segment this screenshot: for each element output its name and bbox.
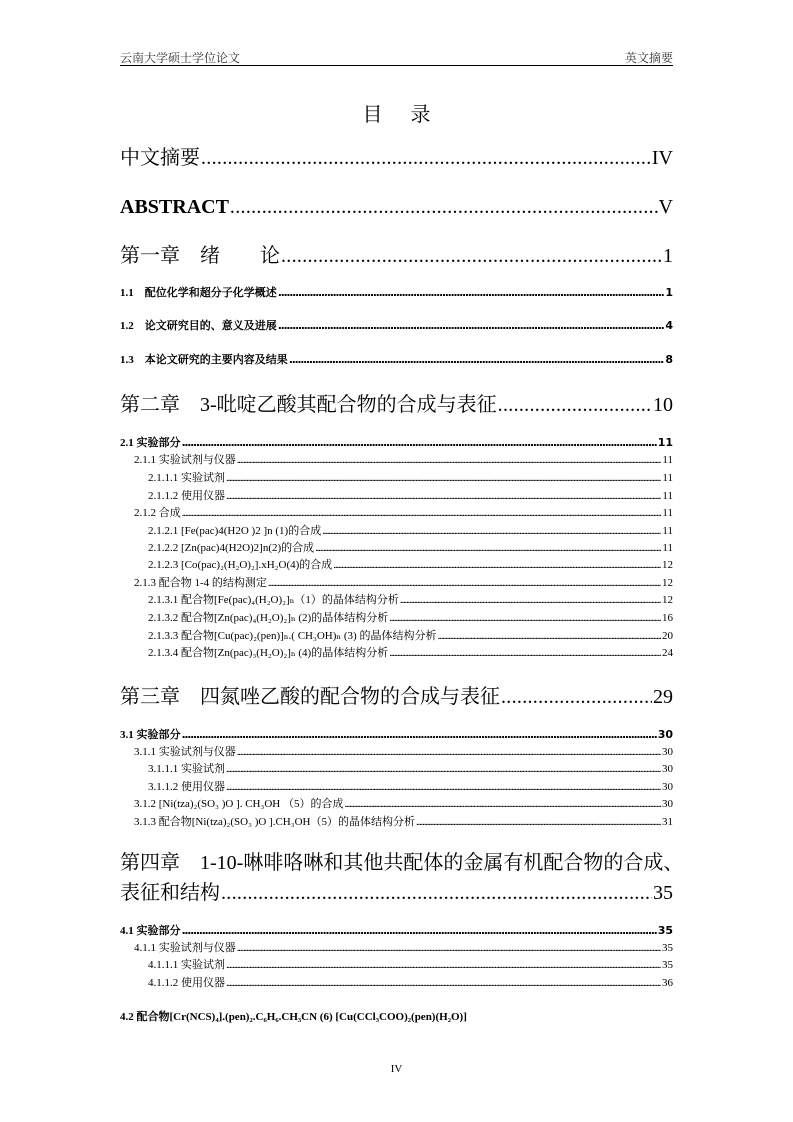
toc-page: 24 <box>662 647 673 659</box>
toc-title: 2.1.2.1 [Fe(pac)4(H2O )2 ]n (1)的合成 <box>148 525 322 537</box>
toc-title: 第一章 绪 论 <box>120 245 280 267</box>
dot-leader <box>400 594 661 607</box>
title-char-2: 录 <box>410 104 431 126</box>
toc-title: 2.1.3.2 配合物[Zn(pac)₄(H₂O)₂]ₙ (2)的晶体结构分析 <box>148 612 389 624</box>
toc-page: 12 <box>662 594 673 606</box>
toc-entry-4-1-1-2[interactable] <box>148 977 673 990</box>
toc-title: 3.1 实验部分 <box>120 729 181 741</box>
toc-page: 36 <box>662 977 673 989</box>
toc-title: 2.1.2 合成 <box>134 507 181 519</box>
toc-title: 4.1.1.1 实验试剂 <box>148 959 225 971</box>
toc-entry-chapter-2[interactable] <box>120 394 673 416</box>
toc-title: 4.1.1.2 使用仪器 <box>148 977 225 989</box>
toc-page: 1 <box>665 286 673 299</box>
toc-page: IV <box>651 147 673 169</box>
dot-leader <box>501 686 652 708</box>
toc-title: 2.1.2.3 [Co(pac)₂(H₂O)₂].xH₂O(4)的合成 <box>148 559 333 571</box>
toc-entry-abstract-cn[interactable] <box>120 147 673 169</box>
toc-title: 2.1.1 实验试剂与仪器 <box>134 454 236 466</box>
dot-leader <box>389 647 661 660</box>
toc-page: 10 <box>653 394 673 416</box>
running-header <box>120 47 673 66</box>
toc-entry-abstract-en[interactable] <box>120 196 673 218</box>
toc-entry-3-1[interactable] <box>120 729 673 741</box>
toc-page: 35 <box>662 959 673 971</box>
toc-title: 2.1.1.1 实验试剂 <box>148 472 225 484</box>
toc-page: 11 <box>662 454 673 466</box>
toc-page: 30 <box>657 728 673 741</box>
toc-title-line1: 第四章 1-10-啉啡咯啉和其他共配体的金属有机配合物的合成、 <box>120 852 684 874</box>
dot-leader <box>322 525 661 538</box>
dot-leader <box>201 147 651 169</box>
toc-page: 11 <box>662 542 673 554</box>
toc-entry-3-1-1[interactable] <box>134 746 673 759</box>
toc-entry-2-1-3-3[interactable] <box>148 630 673 643</box>
toc-page: 11 <box>657 436 673 449</box>
dot-leader <box>226 781 661 794</box>
toc-title: 2.1.3.1 配合物[Fe(pac)₄(H₂O)₂]ₙ（1）的晶体结构分析 <box>148 594 399 606</box>
toc-title-line2 <box>120 882 673 904</box>
toc-page: 8 <box>665 353 673 366</box>
toc-page: 11 <box>662 525 673 537</box>
dot-leader <box>237 746 661 759</box>
dot-leader <box>268 577 661 590</box>
toc-entry-2-1-3-2[interactable] <box>148 612 673 625</box>
dot-leader <box>226 959 661 972</box>
toc-entry-chapter-3[interactable] <box>120 686 673 708</box>
dot-leader <box>437 630 661 643</box>
toc-page: 12 <box>662 559 673 571</box>
toc-entry-3-1-1-2[interactable] <box>148 781 673 794</box>
toc-entry-3-1-1-1[interactable] <box>148 763 673 776</box>
toc-page: 11 <box>662 472 673 484</box>
toc-title: 中文摘要 <box>120 147 200 169</box>
dot-leader <box>226 472 661 485</box>
toc-title: 第二章 3-吡啶乙酸其配合物的合成与表征 <box>120 394 497 416</box>
toc-page: 11 <box>662 507 673 519</box>
toc-title: 1.3 本论文研究的主要内容及结果 <box>120 354 288 366</box>
toc-entry-2-1-1-1[interactable] <box>148 472 673 485</box>
toc-title: 4.2 配合物[Cr(NCS)₄].(pen)₂.C₆H₆.CH₃CN (6) [Cu(CCl₃COO)₂(pen)(H₂O)] <box>120 1011 467 1023</box>
toc-title: ABSTRACT <box>120 196 229 218</box>
dot-leader <box>182 437 657 449</box>
toc-page: 35 <box>662 942 673 954</box>
dot-leader <box>182 729 657 741</box>
dot-leader <box>237 454 662 467</box>
toc-title: 2.1.3.4 配合物[Zn(pac)₃(H₂O)₂]ₙ (4)的晶体结构分析 <box>148 647 389 659</box>
toc-entry-2-1-1-2[interactable] <box>148 490 673 503</box>
toc-entry-4-2[interactable] <box>120 1011 673 1023</box>
dot-leader <box>389 612 661 625</box>
header-right: 英文摘要 <box>624 51 673 65</box>
toc-title: 3.1.2 [Ni(tza)₂(SO₃ )O ]. CH₃OH （5）的合成 <box>134 798 344 810</box>
dot-leader <box>221 882 652 904</box>
toc-title: 2.1.3 配合物 1-4 的结构测定 <box>134 577 267 589</box>
toc-page: 35 <box>653 882 673 904</box>
dot-leader <box>226 490 661 503</box>
toc-entry-2-1-2-1[interactable] <box>148 525 673 538</box>
toc-entry-3-1-3[interactable] <box>134 816 673 829</box>
toc-page: 12 <box>662 577 673 589</box>
toc-page: 20 <box>662 630 673 642</box>
dot-leader <box>315 542 661 555</box>
toc-title: 2.1.1.2 使用仪器 <box>148 490 225 502</box>
toc-page: 31 <box>662 816 673 828</box>
toc-title: 3.1.1.2 使用仪器 <box>148 781 225 793</box>
toc-entry-1-1[interactable] <box>120 287 673 299</box>
toc-entry-1-2[interactable] <box>120 320 673 332</box>
toc-entry-2-1-3-1[interactable] <box>148 594 673 607</box>
toc-page: 11 <box>662 490 673 502</box>
toc-title: 3.1.1.1 实验试剂 <box>148 763 225 775</box>
toc-page: 30 <box>662 746 673 758</box>
toc-title: 3.1.3 配合物[Ni(tza)₂(SO₃ )O ].CH₃OH（5）的晶体结构分析 <box>134 816 415 828</box>
toc-title: 2.1.2.2 [Zn(pac)4(H2O)2]n(2)的合成 <box>148 542 315 554</box>
page-number: IV <box>390 1063 403 1075</box>
toc-page: 30 <box>662 763 673 775</box>
dot-leader <box>416 816 661 829</box>
dot-leader <box>226 977 661 990</box>
toc-page: 30 <box>662 798 673 810</box>
dot-leader <box>344 798 661 811</box>
toc-entry-4-1-1-1[interactable] <box>148 959 673 972</box>
toc-title: 1.2 论文研究目的、意义及进展 <box>120 320 277 332</box>
toc-title: 2.1.3.3 配合物[Cu(pac)₂(pen)]ₙ.( CH₃OH)ₙ (3) 的晶体结构分析 <box>148 630 437 642</box>
title-char-1: 目 <box>362 104 383 126</box>
toc-entry-2-1-3-4[interactable] <box>148 647 673 660</box>
toc-entry-4-1[interactable] <box>120 925 673 937</box>
toc-entry-2-1-2[interactable] <box>134 507 673 520</box>
toc-entry-3-1-2[interactable] <box>134 798 673 811</box>
toc-entry-4-1-1[interactable] <box>134 942 673 955</box>
toc-entry-2-1-3[interactable] <box>134 577 673 590</box>
dot-leader <box>278 287 665 299</box>
toc-entry-2-1-1[interactable] <box>134 454 673 467</box>
toc-title: 3.1.1 实验试剂与仪器 <box>134 746 236 758</box>
toc-page: 29 <box>653 686 673 708</box>
toc-page: 16 <box>662 612 673 624</box>
header-left: 云南大学硕士学位论文 <box>120 51 241 65</box>
toc-entry-2-1[interactable] <box>120 437 673 449</box>
dot-leader <box>289 354 665 366</box>
toc-entry-2-1-2-2[interactable] <box>148 542 673 555</box>
toc-entry-chapter-1[interactable] <box>120 245 673 267</box>
toc-page: 1 <box>663 245 673 267</box>
page-title <box>0 98 793 127</box>
toc-title: 4.1 实验部分 <box>120 925 181 937</box>
toc-entry-chapter-4[interactable] <box>120 852 684 904</box>
dot-leader <box>182 925 657 937</box>
dot-leader <box>182 507 662 520</box>
toc-title: 2.1 实验部分 <box>120 437 181 449</box>
toc-page: 35 <box>657 924 673 937</box>
toc-title: 1.1 配位化学和超分子化学概述 <box>120 287 277 299</box>
dot-leader <box>498 394 652 416</box>
dot-leader <box>230 196 658 218</box>
toc-page: 30 <box>662 781 673 793</box>
toc-entry-1-3[interactable] <box>120 354 673 366</box>
dot-leader <box>237 942 661 955</box>
dot-leader <box>281 245 662 267</box>
dot-leader <box>278 320 665 332</box>
toc-page: V <box>658 196 673 218</box>
toc-title: 第三章 四氮唑乙酸的配合物的合成与表征 <box>120 686 500 708</box>
dot-leader <box>226 763 661 776</box>
toc-title: 表征和结构 <box>120 882 220 904</box>
toc-title: 4.1.1 实验试剂与仪器 <box>134 942 236 954</box>
toc-page: 4 <box>665 319 673 332</box>
dot-leader <box>333 559 661 572</box>
toc-entry-2-1-2-3[interactable] <box>148 559 673 572</box>
